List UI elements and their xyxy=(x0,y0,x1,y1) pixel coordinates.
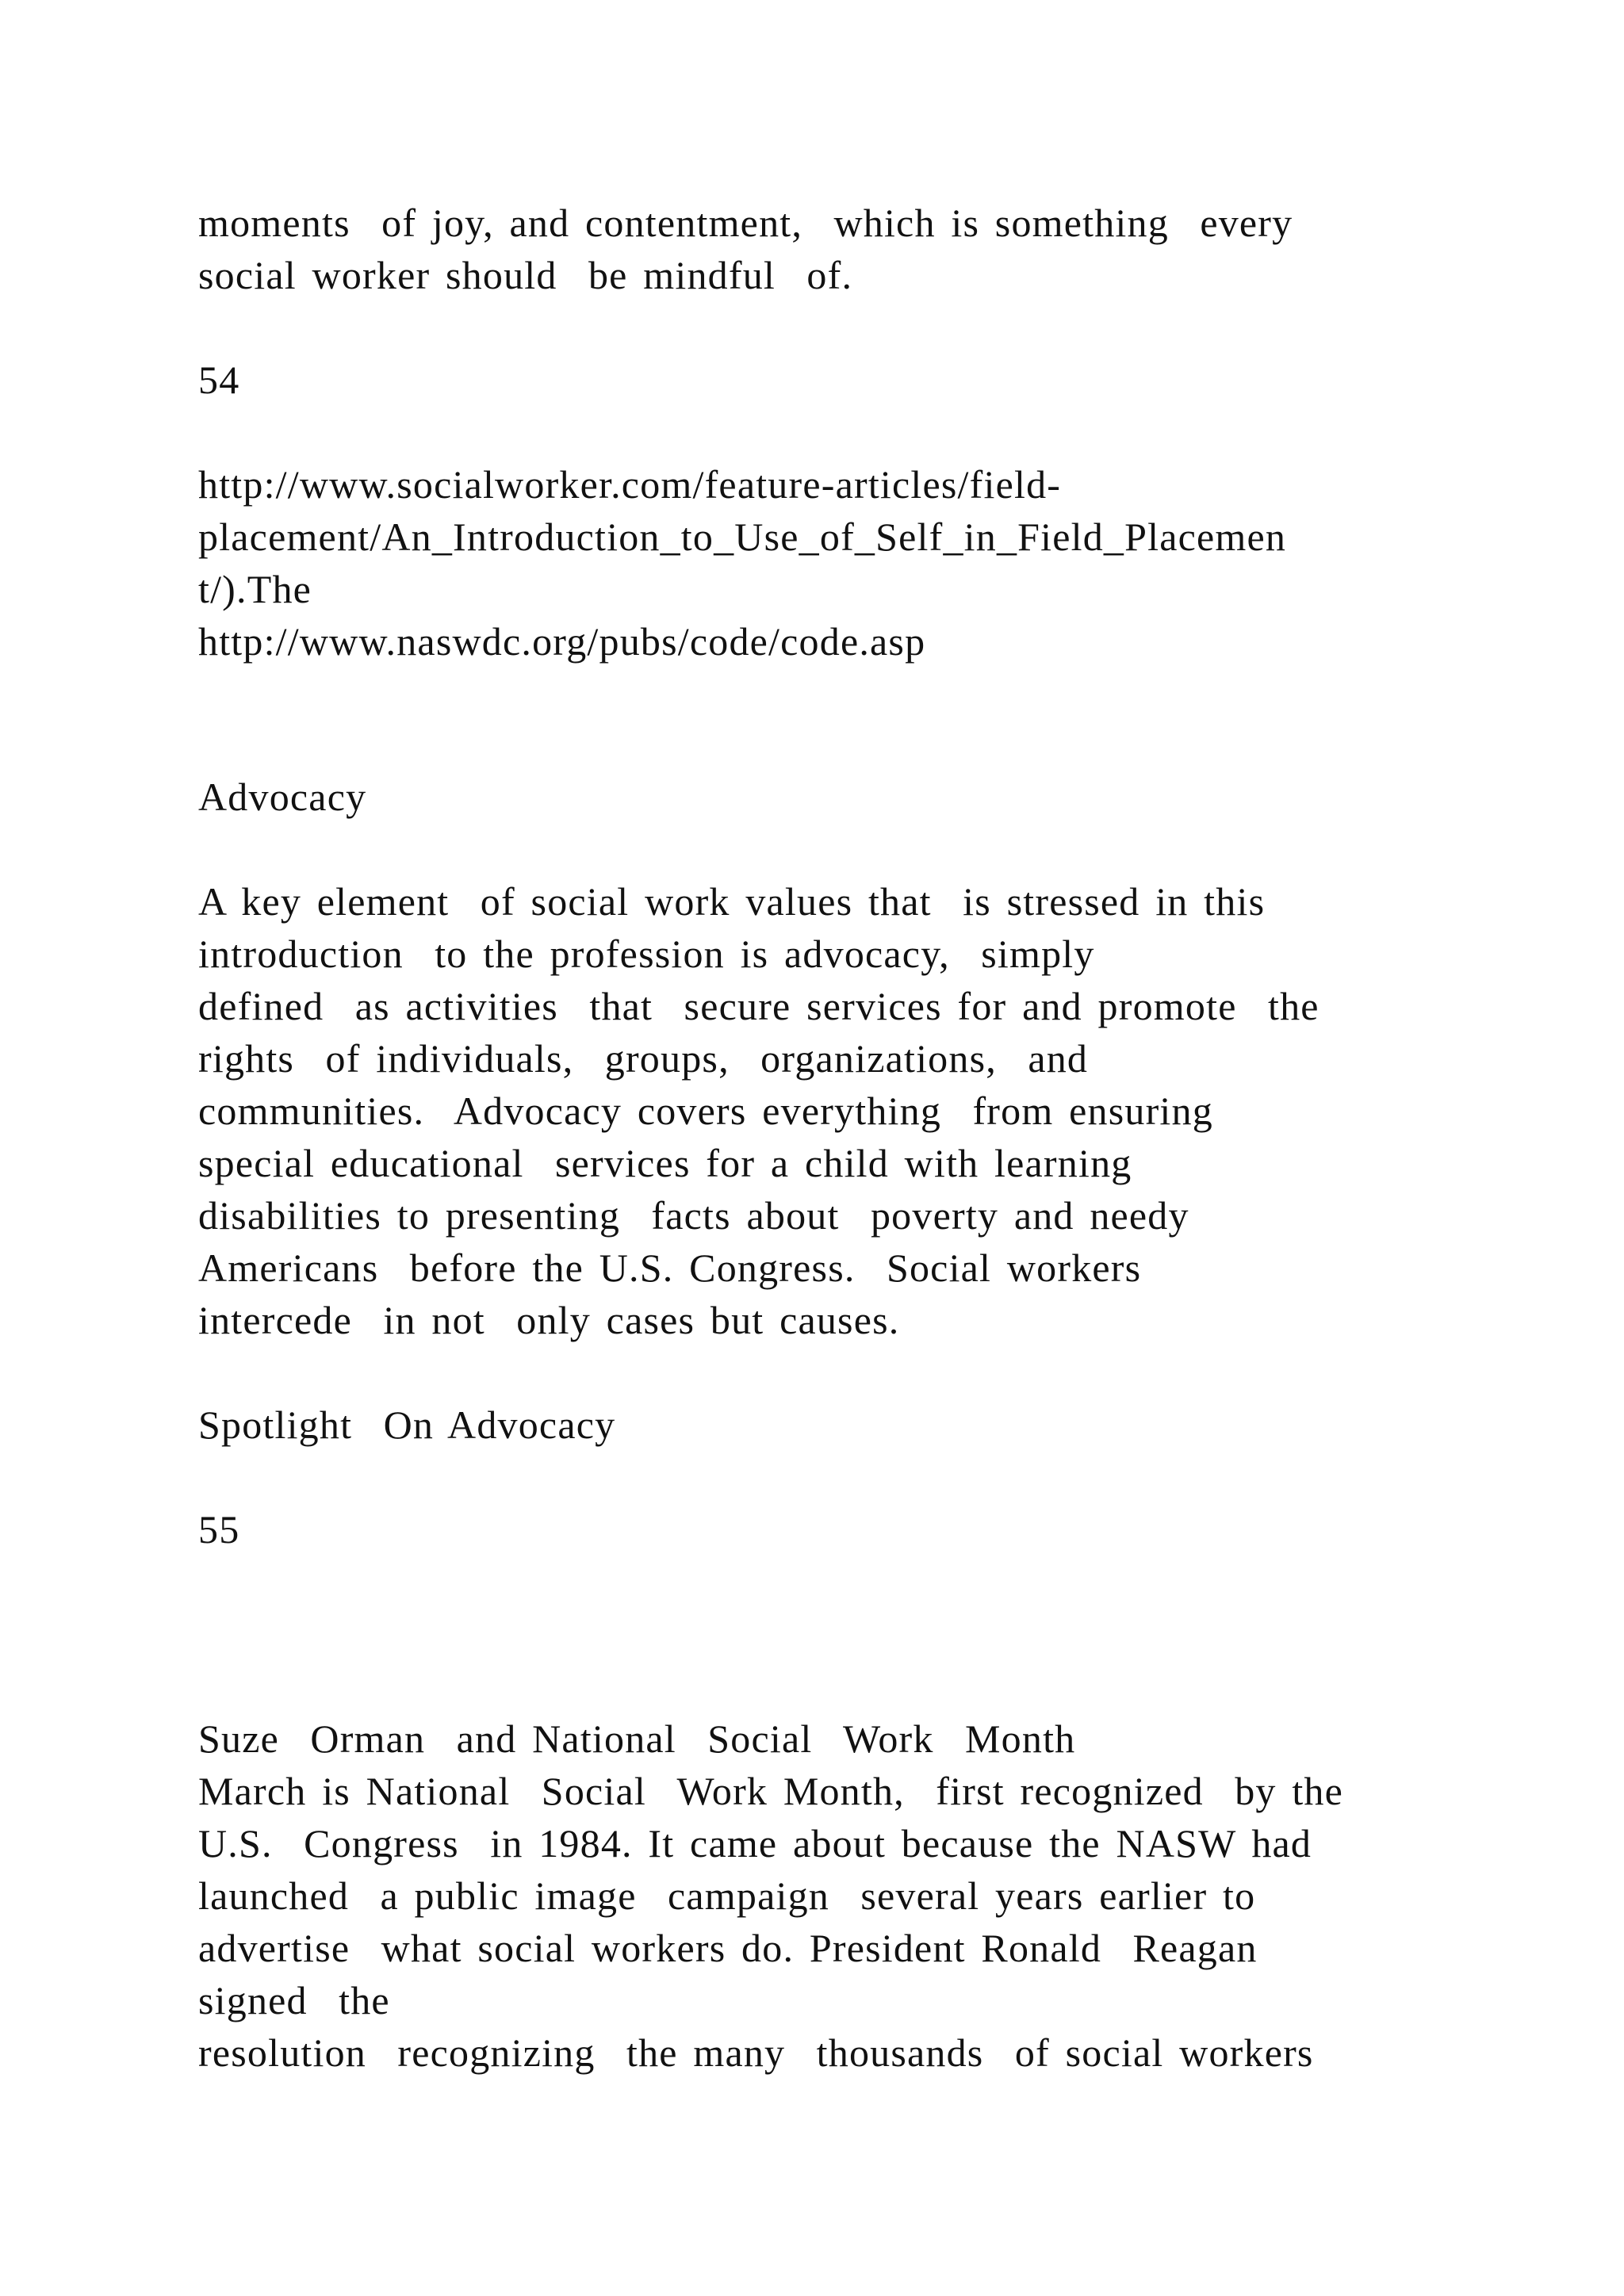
paragraph-line: moments of joy, and contentment, which is something every xyxy=(198,201,1293,245)
url-line: http://www.socialworker.com/feature-articles/field- xyxy=(198,462,1062,507)
paragraph-line: defined as activities that secure services for and promote the xyxy=(198,984,1320,1028)
page-number: 54 xyxy=(198,358,240,402)
paragraph-line: introduction to the profession is advocacy, simply xyxy=(198,932,1095,976)
paragraph-line: U.S. Congress in 1984. It came about because the NASW had xyxy=(198,1821,1312,1866)
url-line: http://www.naswdc.org/pubs/code/code.asp xyxy=(198,619,926,664)
url-line: t/).The xyxy=(198,567,312,611)
paragraph-line: signed the xyxy=(198,1978,390,2022)
paragraph-line: Americans before the U.S. Congress. Social workers xyxy=(198,1246,1142,1290)
paragraph-line: March is National Social Work Month, first recognized by the xyxy=(198,1769,1344,1813)
paragraph-line: special educational services for a child with learning xyxy=(198,1141,1132,1185)
paragraph-line: resolution recognizing the many thousands of social workers xyxy=(198,2030,1314,2075)
paragraph-line: disabilities to presenting facts about poverty and needy xyxy=(198,1193,1189,1238)
paragraph-line: communities. Advocacy covers everything from ensuring xyxy=(198,1089,1213,1133)
section-heading: Advocacy xyxy=(198,775,367,819)
url-line: placement/An_Introduction_to_Use_of_Self_in_Field_Placemen xyxy=(198,515,1287,559)
section-heading: Spotlight On Advocacy xyxy=(198,1402,616,1447)
section-heading: Suze Orman and National Social Work Month xyxy=(198,1716,1076,1761)
paragraph-line: social worker should be mindful of. xyxy=(198,253,853,297)
paragraph-line: advertise what social workers do. President Ronald Reagan xyxy=(198,1926,1258,1970)
paragraph-line: rights of individuals, groups, organizations, and xyxy=(198,1036,1089,1081)
paragraph-line: launched a public image campaign several years earlier to xyxy=(198,1873,1256,1918)
paragraph-line: intercede in not only cases but causes. xyxy=(198,1298,900,1342)
page-number: 55 xyxy=(198,1507,240,1552)
paragraph-line: A key element of social work values that is stressed in this xyxy=(198,879,1266,924)
